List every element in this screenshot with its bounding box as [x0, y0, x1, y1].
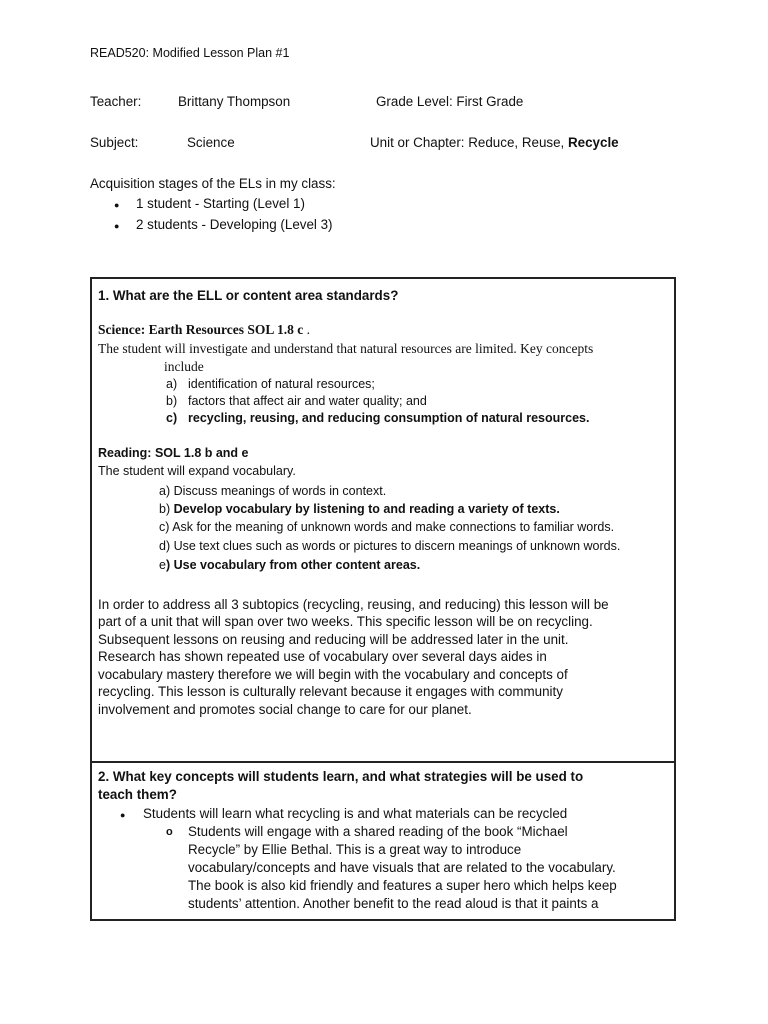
reading-item-text: Discuss meanings of words in context. [170, 484, 387, 498]
reading-item [159, 520, 614, 534]
paragraph-line: recycling. This lesson is culturally relevant because it engages with community [98, 684, 563, 699]
science-item: identification of natural resources; [188, 377, 375, 391]
reading-item [159, 502, 560, 516]
document-title: READ520: Modified Lesson Plan #1 [90, 46, 290, 60]
bullet-icon: ● [114, 200, 120, 210]
bullet-icon: ● [120, 810, 126, 820]
science-item: recycling, reusing, and reducing consumption of natural resources. [188, 411, 590, 425]
reading-item-text: Use text clues such as words or pictures to discern meanings of unknown words. [170, 539, 621, 553]
concept-item: Students will learn what recycling is and what materials can be recycled [143, 806, 568, 821]
key-concepts-section [90, 761, 676, 921]
paragraph-line: Research has shown repeated use of vocabulary over several days aides in [98, 649, 547, 664]
science-standard-heading [98, 322, 310, 338]
science-intro-continued: include [164, 359, 204, 374]
section2-heading: 2. What key concepts will students learn, and what strategies will be used to [98, 769, 584, 784]
paragraph-line: part of a unit that will span over two weeks. This specific lesson will be on recycling. [98, 614, 593, 629]
paragraph-line: involvement and promotes social change to care for our planet. [98, 702, 472, 717]
strategy-line: Students will engage with a shared reading of the book “Michael [188, 824, 568, 839]
section2-heading-continued: teach them? [98, 787, 177, 802]
subject-value: Science [187, 135, 235, 150]
science-intro: The student will investigate and understand that natural resources are limited. Key concepts [98, 341, 594, 356]
section1-heading: 1. What are the ELL or content area standards? [98, 288, 399, 303]
strategy-line: students’ attention. Another benefit to the read aloud is that it paints a [188, 896, 599, 911]
list-marker: b) [166, 394, 178, 408]
reading-item [159, 558, 420, 572]
reading-standard-heading: Reading: SOL 1.8 b and e [98, 446, 249, 460]
acquisition-heading: Acquisition stages of the ELs in my class: [90, 176, 336, 191]
standards-section [90, 277, 676, 763]
science-heading-text: Science: Earth Resources SOL 1.8 c [98, 322, 304, 337]
unit-label: Unit or Chapter: Reduce, Reuse, [370, 135, 568, 150]
list-marker: c) [166, 411, 178, 425]
unit-chapter [370, 135, 619, 150]
list-marker: d) [159, 539, 171, 553]
acquisition-item: 1 student - Starting (Level 1) [136, 196, 305, 211]
reading-item [159, 539, 620, 553]
science-heading-tail: . [303, 322, 310, 337]
unit-bold: Recycle [567, 135, 619, 150]
acquisition-item: 2 students - Developing (Level 3) [136, 217, 333, 232]
subject-label: Subject: [90, 135, 139, 150]
reading-item-text: Ask for the meaning of unknown words and make connections to familiar words. [169, 520, 615, 534]
science-item: factors that affect air and water quality; and [188, 394, 427, 408]
strategy-line: vocabulary/concepts and have visuals that are related to the vocabulary. [188, 860, 616, 875]
bullet-icon: ● [114, 221, 120, 231]
reading-intro: The student will expand vocabulary. [98, 464, 296, 478]
reading-item [159, 484, 386, 498]
teacher-label: Teacher: [90, 94, 142, 109]
grade-level: Grade Level: First Grade [376, 94, 524, 109]
reading-item-text: ) Use vocabulary from other content areas. [165, 558, 421, 572]
teacher-name: Brittany Thompson [178, 94, 291, 109]
paragraph-line: vocabulary mastery therefore we will begin with the vocabulary and concepts of [98, 667, 568, 682]
paragraph-line: In order to address all 3 subtopics (recycling, reusing, and reducing) this lesson will be [98, 597, 609, 612]
strategy-line: The book is also kid friendly and features a super hero which helps keep [188, 878, 617, 893]
reading-item-text: Develop vocabulary by listening to and reading a variety of texts. [170, 502, 560, 516]
list-marker: e [159, 558, 166, 572]
list-marker: c) [159, 520, 170, 534]
list-marker: b) [159, 502, 171, 516]
sub-bullet-icon: o [166, 826, 173, 838]
paragraph-line: Subsequent lessons on reusing and reducing will be addressed later in the unit. [98, 632, 569, 647]
list-marker: a) [166, 377, 178, 391]
strategy-line: Recycle” by Ellie Bethal. This is a great way to introduce [188, 842, 522, 857]
list-marker: a) [159, 484, 171, 498]
